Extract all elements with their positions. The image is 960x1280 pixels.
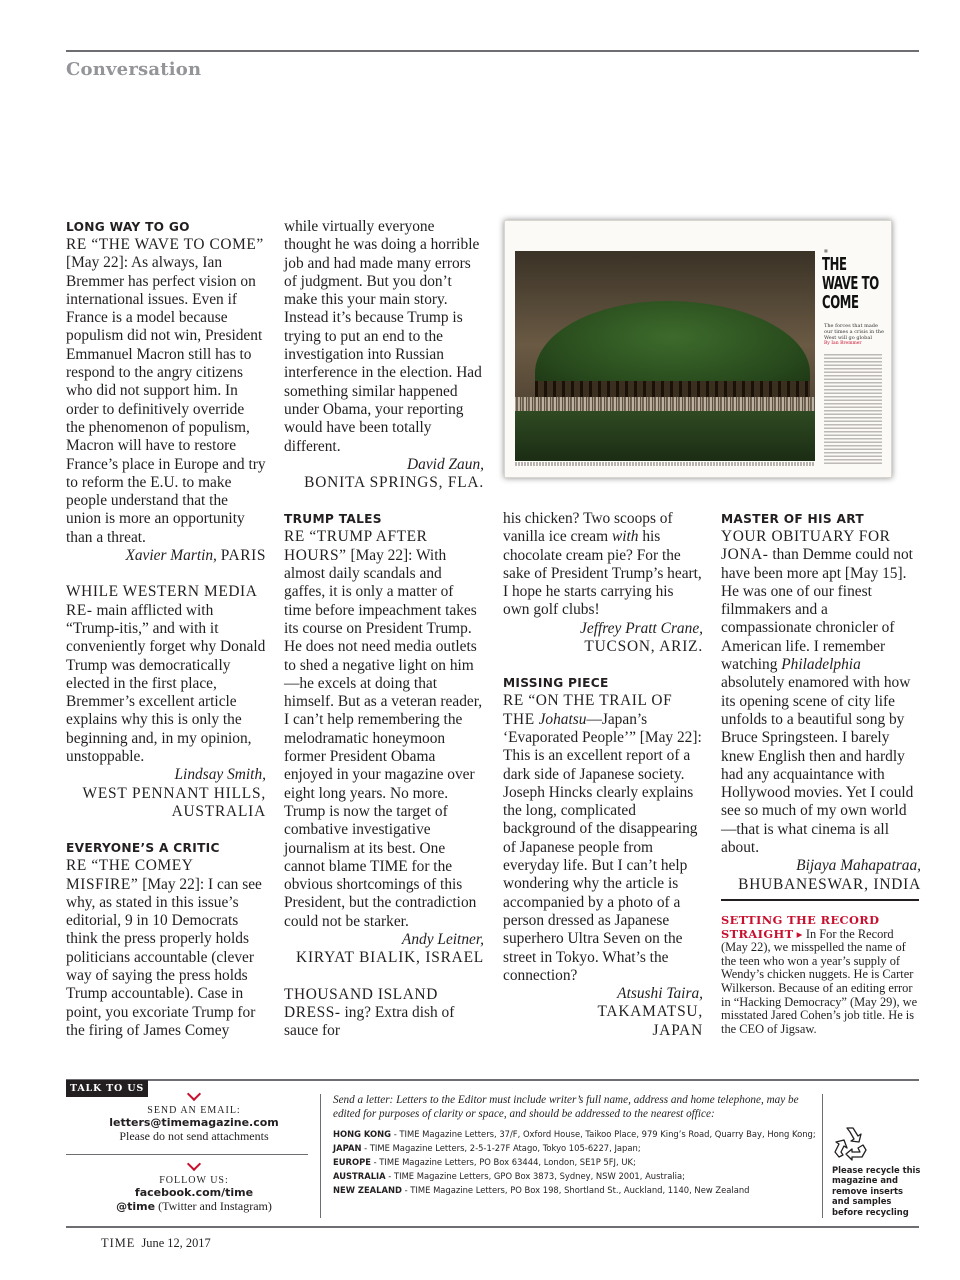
letter-heading: EVERYONE’S A CRITIC xyxy=(66,841,220,856)
letter-signature: Lindsay Smith, xyxy=(174,766,266,784)
letter-body: RE “THE WAVE TO COME” [May 22]: As always, Ian Bremmer has perfect vision on international issues. Even if France is a model because populism did not win, President Emmanuel Macron still has to respond to the angry citizens who did not support him. In order to definitively override the phenomenon of populism, Macron will have to restore France’s place in Europe and try to reform the E.U. to make people understand that the union is more an opportunity than a threat. xyxy=(66,236,266,546)
twitter-handle[interactable]: @time xyxy=(116,1200,156,1213)
letter-location: TAKAMATSU, xyxy=(597,1003,703,1021)
email-block xyxy=(96,1105,292,1144)
top-rule xyxy=(66,50,919,52)
spread-body-text xyxy=(824,354,882,464)
folio xyxy=(101,1236,211,1251)
folio-date: June 12, 2017 xyxy=(141,1236,211,1250)
footer-bottom-rule xyxy=(66,1226,919,1228)
social-handle-line: @time (Twitter and Instagram) xyxy=(116,1199,272,1213)
letter-body: RE “THE COMEY MISFIRE” [May 22]: I can see why, as stated in this issue’s editorial, 9 in 10 Democrats think the press properly holds politicians accountable (clever way of saying the press holds Trump accountable). Case in point, you excoriate Trump for the firing of James Comey xyxy=(66,857,262,1039)
letter-signature: Xavier Martin, PARIS xyxy=(125,547,266,565)
letter-signature: Jeffrey Pratt Crane, xyxy=(580,619,703,637)
letter-location: WEST PENNANT HILLS, xyxy=(82,784,266,802)
email-link[interactable]: letters@timemagazine.com xyxy=(109,1116,279,1129)
letters-addresses xyxy=(333,1093,817,1197)
corrections-box xyxy=(721,914,921,1036)
letter-heading: LONG WAY TO GO xyxy=(66,220,190,234)
letter-signature: Andy Leitner, xyxy=(401,930,484,948)
corrections-rule xyxy=(721,899,919,901)
letter-body: while virtually everyone thought he was doing a horrible job and had made many errors of judgment. But you don’t make this your main story. Instead it’s because Trump is trying to put an end to the investigation into Russian interference in the election. Had something similar happened under Obama, your reporting would have been totally different. xyxy=(284,218,482,455)
email-label: SEND AN EMAIL: xyxy=(147,1105,241,1116)
column-2 xyxy=(284,218,484,1040)
footer-top-rule xyxy=(66,1079,919,1081)
follow-block xyxy=(96,1175,292,1214)
corrections-heading: SETTING THE RECORD STRAIGHT xyxy=(721,913,880,941)
letter-body: WHILE WESTERN MEDIA RE- main afflicted with “Trump-itis,” and with it conveniently forget why Donald Trump was democratically elected in the first place, Bremmer’s excellent article explains why this is only the beginning and, in my opinion, unstoppable. xyxy=(66,583,266,766)
footer-separator xyxy=(66,1154,308,1155)
letter-body: his chicken? Two scoops of vanilla ice cream with his chocolate cream pie? For the sake of President Trump’s heart, I hope he starts carrying his own golf clubs! xyxy=(503,510,702,619)
letter-heading: TRUMP TALES xyxy=(284,512,382,527)
chevron-down-icon xyxy=(187,1087,201,1101)
letter-heading: MISSING PIECE xyxy=(503,676,609,691)
letter-location: JAPAN xyxy=(652,1021,703,1039)
letter-signature: Bijaya Mahapatraa, xyxy=(796,857,921,875)
footer-divider xyxy=(320,1094,321,1218)
letter-location: BHUBANESWAR, INDIA xyxy=(738,875,921,893)
address-new-zealand: NEW ZEALAND - TIME Magazine Letters, PO Box 198, Shortland St., Auckland, 1140, New Zealand xyxy=(333,1185,750,1195)
spread-kicker: ■ xyxy=(824,248,828,253)
letter-body: THOUSAND ISLAND DRESS- ing? Extra dish of sauce for xyxy=(284,985,455,1040)
email-note: Please do not send attachments xyxy=(119,1129,269,1143)
chevron-down-icon xyxy=(187,1157,201,1171)
letter-location: AUSTRALIA xyxy=(171,802,266,820)
arrow-icon: ▸ xyxy=(796,926,803,941)
letters-intro: Send a letter: Letters to the Editor must include writer’s full name, address and home telephone, may be edited for purposes of clarity or space, and should be addressed to the nearest office: xyxy=(333,1094,799,1120)
column-3 xyxy=(503,510,703,1040)
folio-brand: TIME xyxy=(101,1236,136,1250)
spread-deck: The forces that made our times a crisis in the West will go global xyxy=(824,323,884,341)
letter-body: RE “TRUMP AFTER HOURS” [May 22]: With almost daily scandals and gaffes, it is only a matter of time before impeachment takes its course on President Trump. He does not need media outlets to shed a negative light on him—he excels at doing that himself. But as a veteran reader, I can’t help remembering the melodramatic honeymoon former President Obama enjoyed in your magazine over eight long years. No more. Trump is now the target of combative investigative journalism at its best. One cannot blame TIME for the obvious shortcomings of this President, but the contradiction could not be starker. xyxy=(284,528,483,930)
letter-signature: Atsushi Taira, xyxy=(617,985,703,1003)
letter-location: TUCSON, ARIZ. xyxy=(584,638,703,656)
talk-to-us-badge: TALK TO US xyxy=(66,1080,148,1097)
tree-photo xyxy=(515,251,815,461)
article-spread-image xyxy=(504,220,892,478)
column-1 xyxy=(66,218,266,1040)
recycle-note: Please recycle this magazine and remove inserts and samples before recycling xyxy=(832,1165,921,1217)
letter-heading: MASTER OF HIS ART xyxy=(721,512,864,526)
letter-body: RE “ON THE TRAIL OF THE Johatsu—Japan’s ‘Evaporated People’” [May 22]: This is an excellent report of a dark side of Japanese society. Joseph Hincks clearly explains the long, complicated background of the disappearing of Japanese people from everyday life. But I can’t help wondering why the article is accompanied by a photo of a person dressed as Japanese superhero Ultra Seven on the street in Tokyo. What’s the connection? xyxy=(503,692,702,984)
address-australia: AUSTRALIA - TIME Magazine Letters, GPO Box 3873, Sydney, NSW 2001, Australia; xyxy=(333,1171,685,1181)
letter-location: BONITA SPRINGS, FLA. xyxy=(304,474,484,492)
column-4 xyxy=(721,510,921,894)
letter-signature: David Zaun, xyxy=(407,455,484,473)
photo-caption-lines xyxy=(515,462,815,466)
section-title: Conversation xyxy=(66,59,202,80)
address-japan: JAPAN - TIME Magazine Letters, 2-5-1-27F Atago, Tokyo 105-6227, Japan; xyxy=(333,1143,641,1153)
letter-location: KIRYAT BIALIK, ISRAEL xyxy=(296,949,484,967)
address-europe: EUROPE - TIME Magazine Letters, PO Box 63444, London, SE1P 5FJ, UK; xyxy=(333,1157,636,1167)
letter-body: YOUR OBITUARY FOR JONA- than Demme could not have been more apt [May 15]. He was one of our finest filmmakers and a compassionate chronicler of American life. I remember watching Philadelphia absolutely enamored with how its opening scene of city life unfolds to a beautiful song by Bruce Springsteen. I barely knew English then and hardly had any acquaintance with Hollywood movies. Yet I could see so much of my own world—that is what cinema is all about. xyxy=(721,528,914,857)
facebook-link[interactable]: facebook.com/time xyxy=(134,1186,254,1199)
address-hong-kong: HONG KONG - TIME Magazine Letters, 37/F, Oxford House, Taikoo Place, 979 King’s Road, Quarry Bay, Hong Kong; xyxy=(333,1129,816,1139)
footer-divider xyxy=(822,1094,823,1218)
spread-title: THE WAVE TO COME xyxy=(822,254,879,313)
corrections-body: In For the Record (May 22), we misspelled the name of the teen who won a year’s supply of Wendy’s chicken nuggets. He is Carter Wilkerson. Because of an editing error in “Hacking Democracy” (May 29), we misstated Jared Cohen’s job title. He is the CEO of Jigsaw. xyxy=(721,926,918,1036)
recycle-icon xyxy=(830,1122,872,1162)
follow-label: FOLLOW US: xyxy=(159,1175,229,1186)
spread-byline: By Ian Bremmer xyxy=(824,341,862,346)
